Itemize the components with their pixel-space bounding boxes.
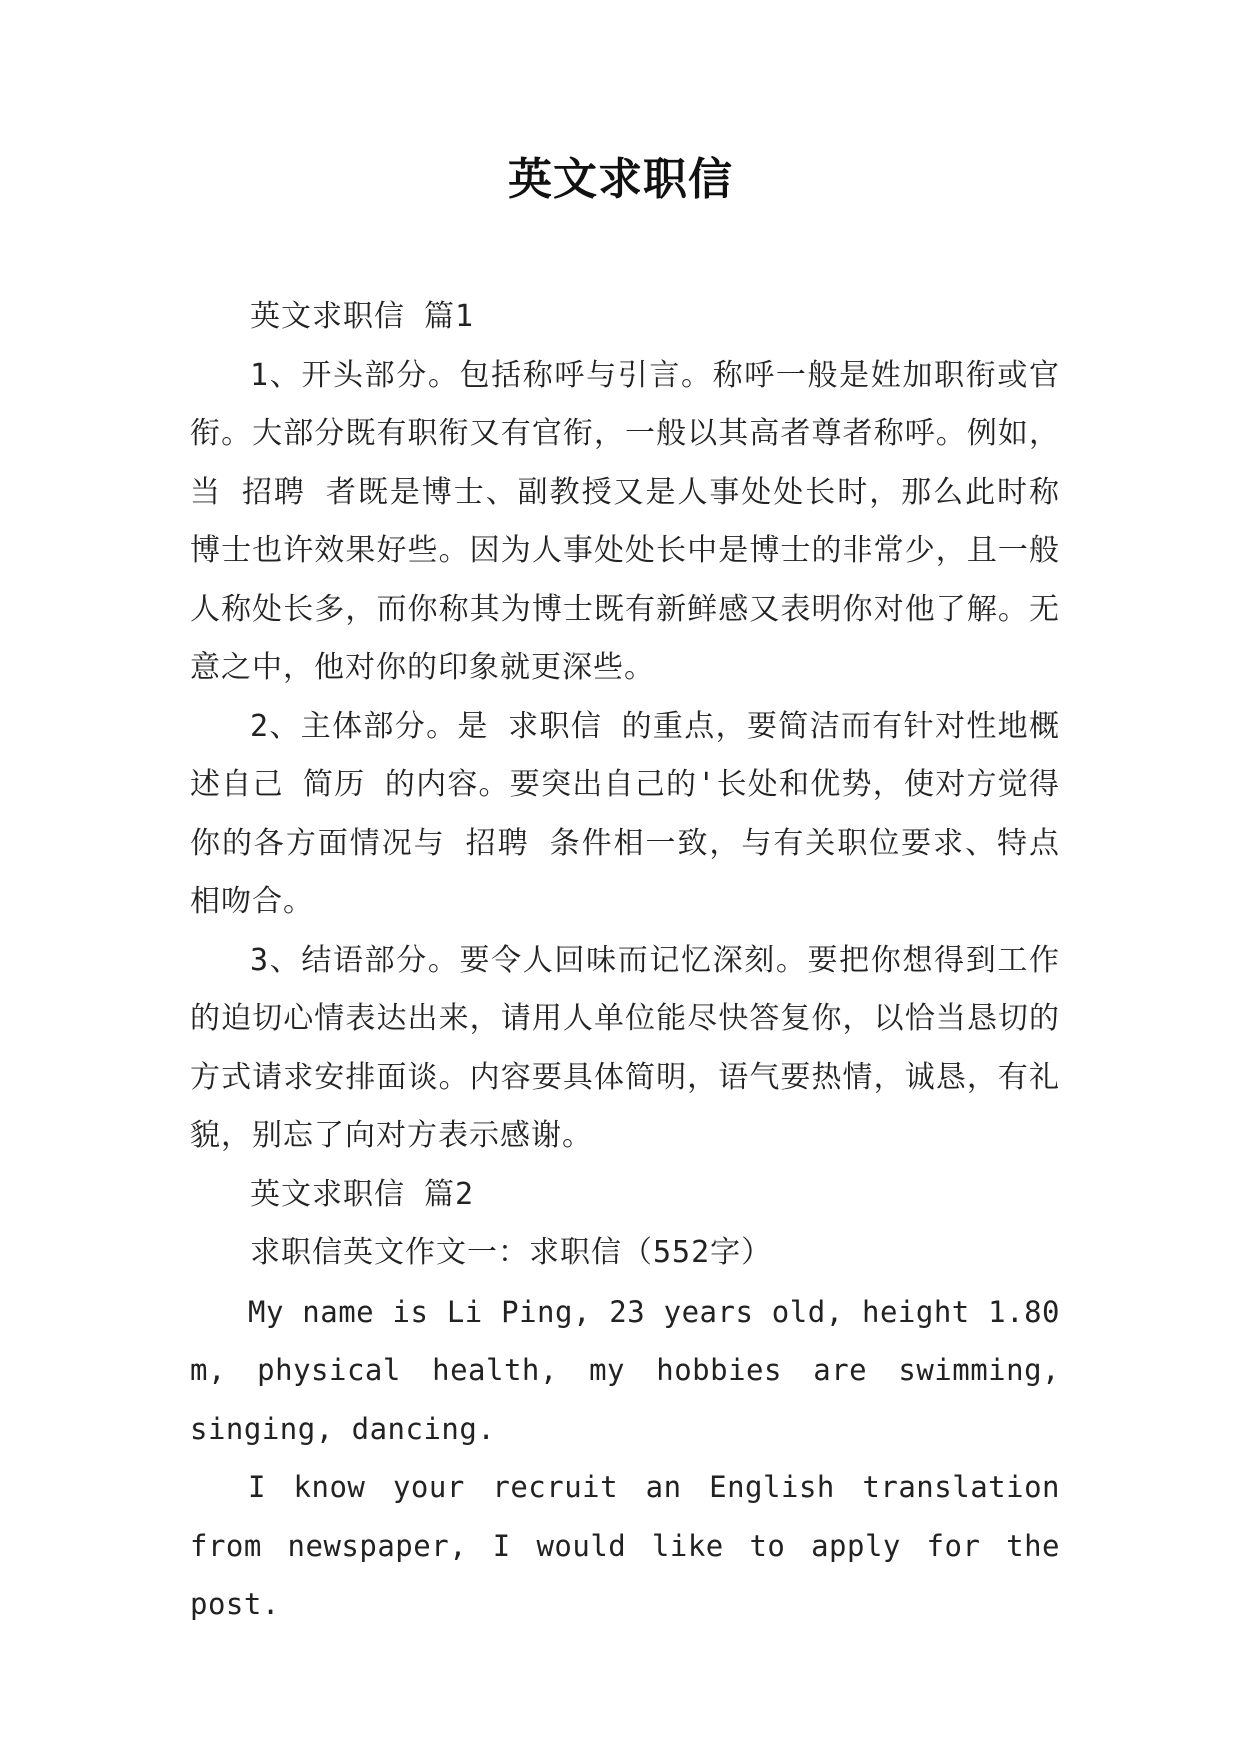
- paragraph-opening: 1、开头部分。包括称呼与引言。称呼一般是姓加职衔或官衔。大部分既有职衔又有官衔，一般以其高者尊者称呼。例如，当 招聘 者既是博士、副教授又是人事处处长时，那么此时称博士也许效果好些。因为人事处处长中是博士的非常少，且一般人称处长多，而你称其为博士既有新鲜感又表明你对他了解。无意之中，他对你的印象就更深些。: [190, 357, 1060, 685]
- paragraph-english-apply: I know your recruit an English translation from newspaper, I would like to apply for the post.: [190, 1470, 1060, 1621]
- document-body: [190, 288, 1060, 1634]
- paragraph-closing: 3、结语部分。要令人回味而记忆深刻。要把你想得到工作的迫切心情表达出来，请用人单位能尽快答复你，以恰当恳切的方式请求安排面谈。内容要具体简明，语气要热情，诚恳，有礼貌，别忘了向对方表示感谢。: [190, 942, 1060, 1153]
- essay-heading: 求职信英文作文一：求职信（552字）: [250, 1235, 773, 1270]
- document-title: 英文求职信: [508, 154, 733, 205]
- section-heading-1: 英文求职信 篇1: [250, 299, 475, 334]
- paragraph-main-body: 2、主体部分。是 求职信 的重点，要简洁而有针对性地概述自己 简历 的内容。要突出自己的'长处和优势，使对方觉得你的各方面情况与 招聘 条件相一致，与有关职位要求、特点相吻合。: [190, 708, 1060, 919]
- section-heading-2: 英文求职信 篇2: [250, 1176, 475, 1212]
- paragraph-english-intro: My name is Li Ping, 23 years old, height 1.80 m, physical health, my hobbies are swimming, singing, dancing.: [190, 1294, 1060, 1446]
